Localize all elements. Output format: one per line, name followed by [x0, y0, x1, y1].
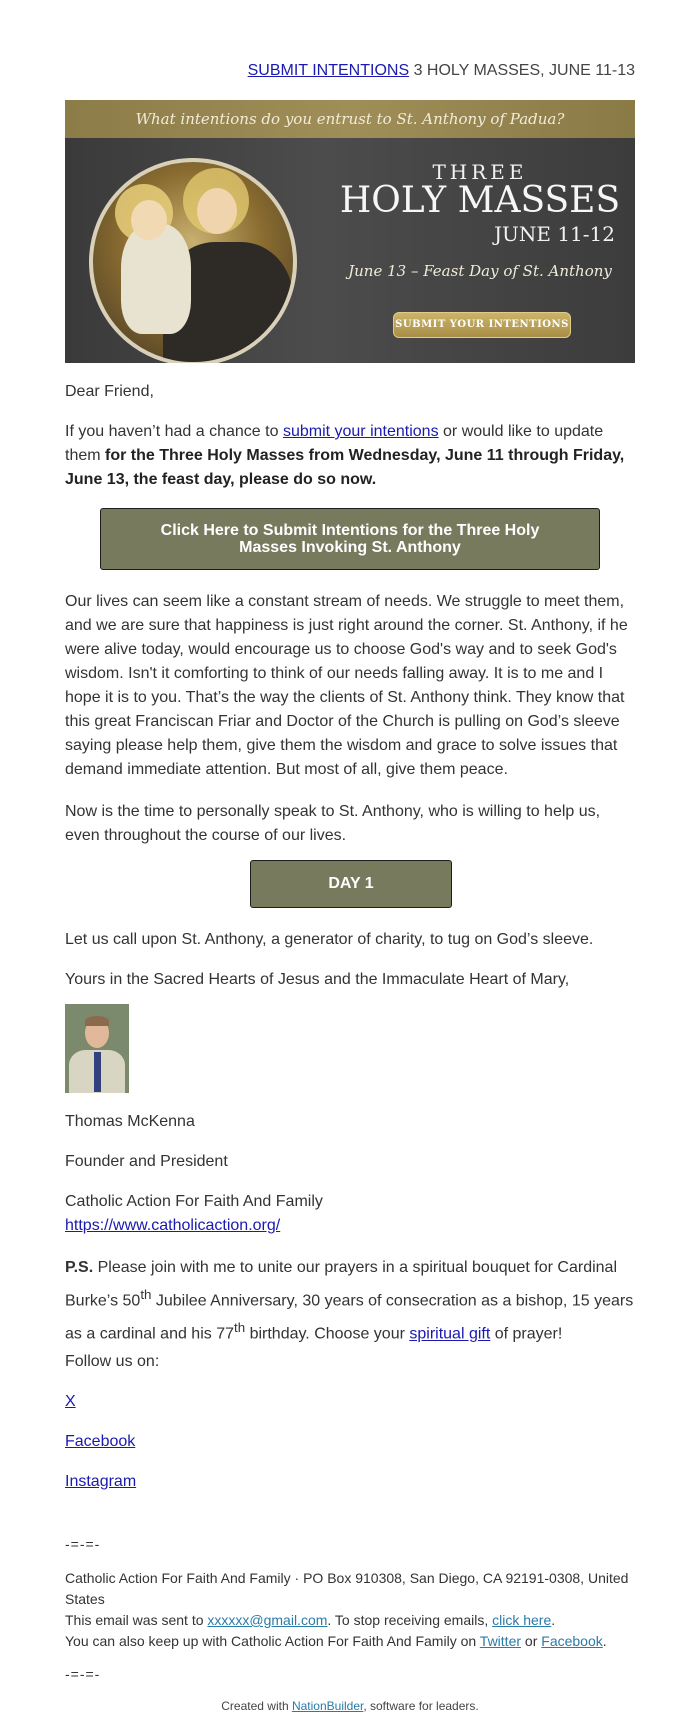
submit-intentions-inline-link[interactable]: submit your intentions — [282, 423, 439, 440]
intro-text-2: or would like to update them — [65, 423, 604, 464]
signature-url-line — [65, 1214, 635, 1238]
footer-separator-top: -=-=- — [65, 1536, 101, 1552]
st-anthony-stained-glass-image — [89, 158, 297, 363]
avatar-tie — [94, 1052, 101, 1092]
footer-keep-up-text: You can also keep up with Catholic Action For Faith And Family on — [65, 1633, 480, 1649]
submit-intentions-button[interactable] — [100, 508, 600, 570]
hero-banner[interactable] — [65, 100, 635, 363]
call-paragraph: Let us call upon St. Anthony, a generator of charity, to tug on God’s sleeve. — [65, 931, 594, 948]
created-prefix: Created with — [221, 1699, 292, 1713]
greeting: Dear Friend, — [65, 383, 154, 400]
header-line — [65, 60, 635, 82]
banner-submit-button[interactable]: SUBMIT YOUR INTENTIONS — [393, 312, 571, 338]
ps-label: P.S. — [65, 1259, 94, 1276]
ps-text-4: of prayer! — [490, 1325, 563, 1343]
signature-title: Founder and President — [65, 1153, 228, 1170]
intro-paragraph — [65, 420, 635, 492]
footer-period-2: . — [602, 1633, 607, 1649]
banner-holy-masses: HOLY MASSES — [339, 180, 621, 221]
banner-three: THREE — [432, 160, 528, 184]
footer-or: or — [521, 1633, 542, 1649]
follow-x-line — [65, 1390, 635, 1414]
follow-label: Follow us on: — [65, 1353, 160, 1370]
footer-period: . — [551, 1612, 556, 1628]
child-face — [131, 200, 167, 240]
footer-facebook-link[interactable]: Facebook — [541, 1633, 603, 1649]
closing-line: Yours in the Sacred Hearts of Jesus and the Immaculate Heart of Mary, — [65, 971, 570, 988]
avatar-hair — [85, 1016, 109, 1026]
now-paragraph: Now is the time to personally speak to St. Anthony, who is willing to help us, even throughout the course of our lives. — [65, 803, 601, 844]
ps-paragraph — [65, 1254, 635, 1348]
banner-feast-day: June 13 – Feast Day of St. Anthony — [348, 262, 612, 280]
instagram-link[interactable]: Instagram — [65, 1473, 137, 1490]
website-link[interactable]: https://www.catholicaction.org/ — [65, 1217, 281, 1234]
created-suffix: , software for leaders. — [363, 1699, 479, 1713]
follow-facebook-line — [65, 1430, 635, 1454]
signature-name: Thomas McKenna — [65, 1113, 195, 1130]
footer-sent-line — [65, 1610, 635, 1631]
footer-twitter-link[interactable]: Twitter — [479, 1633, 522, 1649]
ps-sup-2: th — [234, 1320, 246, 1336]
created-with-line — [0, 1699, 700, 1713]
body-paragraph: Our lives can seem like a constant stream of needs. We struggle to meet them, and we are sure that happiness is just right around the corner. St. Anthony, if he were alive today, would encourage us to choose God's way and to seek God's wisdom. Isn't it comforting to think of our needs falling away. It is to me and I hope it is to you. That’s the way the clients of St. Anthony think. They know that this great Franciscan Friar and Doctor of the Church is pulling on God’s sleeve saying please help them, give them the wisdom and grace to solve issues that demand immediate attention. But most of all, give them peace. — [65, 593, 628, 778]
ps-text-3: birthday. Choose your — [245, 1325, 410, 1343]
intro-bold-text: for the Three Holy Masses from Wednesday, June 11 through Friday, June 13, the feast day, please do so now. — [65, 447, 625, 488]
x-link[interactable]: X — [65, 1393, 76, 1410]
day-1-button[interactable] — [250, 860, 452, 908]
banner-question: What intentions do you entrust to St. Anthony of Padua? — [65, 100, 635, 138]
follow-instagram-line — [65, 1470, 635, 1494]
footer-separator-bottom: -=-=- — [65, 1666, 101, 1682]
submit-intentions-link[interactable]: SUBMIT INTENTIONS — [247, 62, 410, 79]
footer-sent-prefix: This email was sent to — [65, 1612, 208, 1628]
intro-text-1: If you haven’t had a chance to — [65, 423, 283, 440]
ps-text-1: Please join with me to unite our prayers in a spiritual bouquet for Cardinal Burke’s 50 — [65, 1259, 618, 1310]
saint-face — [197, 188, 237, 234]
signature-org: Catholic Action For Faith And Family — [65, 1193, 323, 1210]
footer-address: Catholic Action For Faith And Family · PO Box 910308, San Diego, CA 92191-0308, United States — [65, 1570, 629, 1607]
footer-stop-text: . To stop receiving emails, — [327, 1612, 493, 1628]
footer-email-link[interactable]: xxxxxx@gmail.com — [207, 1612, 328, 1628]
banner-dates: JUNE 11-12 — [494, 222, 615, 246]
header-masses-text: 3 HOLY MASSES, JUNE 11-13 — [413, 62, 635, 79]
unsubscribe-link[interactable]: click here — [492, 1612, 552, 1628]
spiritual-gift-link[interactable]: spiritual gift — [409, 1325, 491, 1343]
day-1-label: DAY 1 — [328, 875, 374, 892]
ps-sup-1: th — [140, 1287, 152, 1302]
avatar — [65, 1004, 129, 1093]
ps-text-2: Jubilee Anniversary, 30 years of consecration as a bishop, 15 years as a cardinal and his 77 — [65, 1292, 634, 1343]
nationbuilder-link[interactable]: NationBuilder — [291, 1699, 364, 1713]
child-figure — [121, 224, 191, 334]
facebook-link[interactable]: Facebook — [65, 1433, 136, 1450]
submit-intentions-button-label: Click Here to Submit Intentions for the Three Holy Masses Invoking St. Anthony — [160, 522, 540, 556]
footer-keep-up-line — [65, 1631, 635, 1652]
